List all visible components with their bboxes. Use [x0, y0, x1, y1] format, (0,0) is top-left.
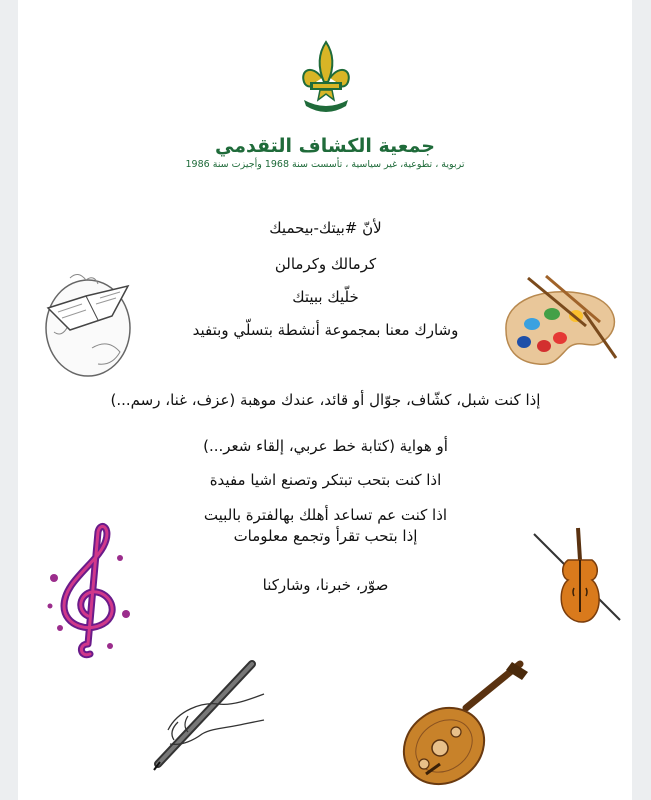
- text-line-4: وشارك معنا بمجموعة أنشطة بتسلّي وبتفيد: [192, 321, 459, 339]
- text-line-7: اذا كنت بتحب تبتكر وتصنع اشيا مفيدة: [209, 471, 442, 489]
- paint-palette-icon: [500, 274, 624, 368]
- text-line-10: صوّر، خبرنا، وشاركنا: [262, 576, 389, 594]
- text-line-1: لأنّ #بيتك-بيحميك: [269, 219, 382, 237]
- text-line-5: إذا كنت شبل، كشّاف، جوّال أو قائد، عندك موهبة (عزف، غنا، رسم...): [110, 391, 541, 409]
- text-line-3: خلّيك ببيتك: [292, 288, 359, 306]
- violin-icon: [530, 520, 624, 630]
- text-line-9: إذا بتحب تقرأ وتجمع معلومات: [233, 527, 418, 545]
- treble-clef-icon: [40, 518, 136, 668]
- oud-icon: [396, 658, 534, 794]
- book-globe-icon: [42, 268, 134, 384]
- scout-fleur-de-lis-icon: [296, 38, 356, 114]
- text-line-8: اذا كنت عم تساعد أهلك بهالفترة بالبيت: [203, 506, 448, 524]
- text-line-2: كرمالك وكرمالن: [274, 255, 377, 273]
- org-name: جمعية الكشاف التقدمي: [215, 135, 435, 157]
- org-subtitle: تربوية ، تطوعية، غير سياسية ، تأسست سنة 1968 وأجيزت سنة 1986: [185, 159, 465, 170]
- text-line-6: أو هواية (كتابة خط عربي، إلقاء شعر...): [203, 437, 448, 455]
- pen-hand-icon: [148, 660, 266, 776]
